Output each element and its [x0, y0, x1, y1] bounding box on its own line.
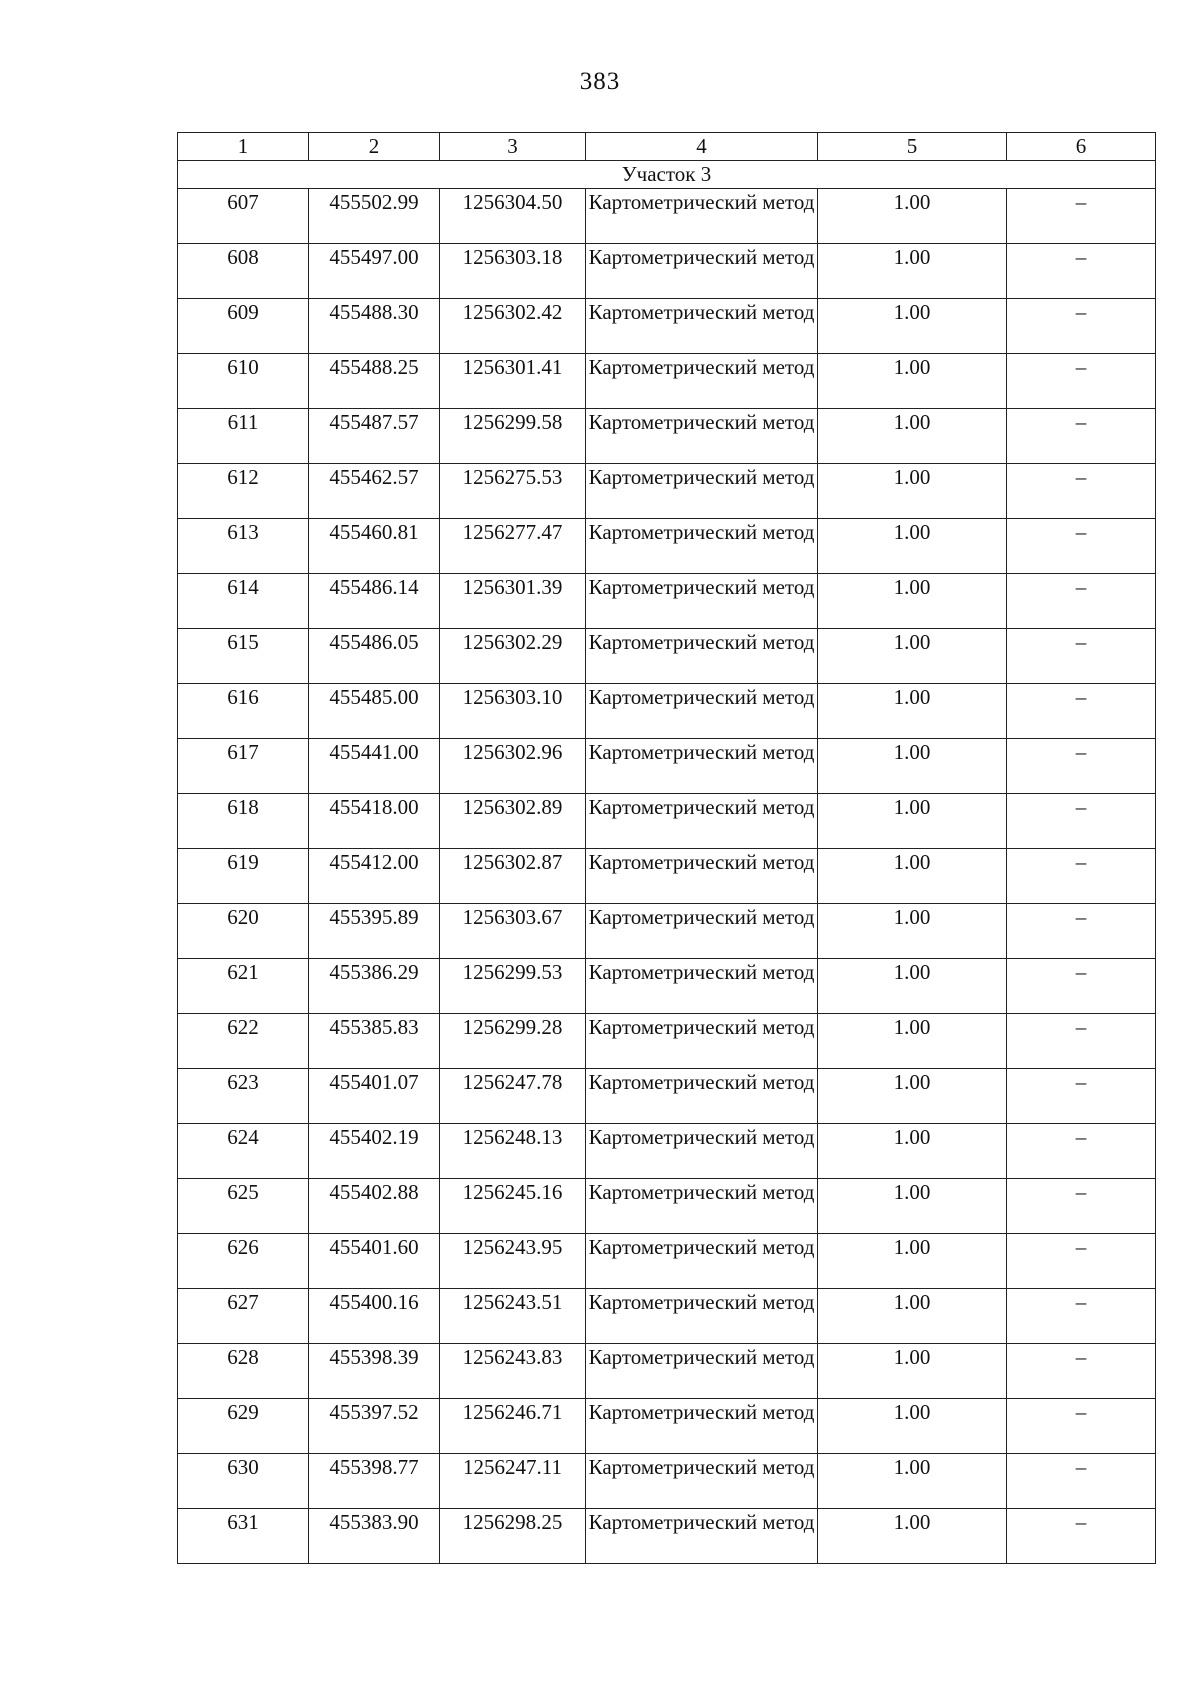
note-cell: –: [1007, 1454, 1156, 1509]
y-coordinate-cell: 1256302.29: [440, 629, 586, 684]
method-cell: Картометрический метод: [586, 574, 818, 629]
x-coordinate-cell: 455397.52: [309, 1399, 440, 1454]
accuracy-cell: 1.00: [818, 849, 1007, 904]
note-cell: –: [1007, 409, 1156, 464]
note-cell: –: [1007, 629, 1156, 684]
y-coordinate-cell: 1256304.50: [440, 189, 586, 244]
note-cell: –: [1007, 1399, 1156, 1454]
point-number-cell: 607: [178, 189, 309, 244]
accuracy-cell: 1.00: [818, 794, 1007, 849]
accuracy-cell: 1.00: [818, 244, 1007, 299]
table-row: [178, 1454, 1156, 1509]
table-row: [178, 354, 1156, 409]
note-cell: –: [1007, 354, 1156, 409]
method-cell: Картометрический метод: [586, 244, 818, 299]
table-row: [178, 959, 1156, 1014]
point-number-cell: 608: [178, 244, 309, 299]
point-number-cell: 629: [178, 1399, 309, 1454]
method-cell: Картометрический метод: [586, 904, 818, 959]
point-number-cell: 615: [178, 629, 309, 684]
table-row: [178, 1069, 1156, 1124]
method-cell: Картометрический метод: [586, 1344, 818, 1399]
table-row: [178, 684, 1156, 739]
note-cell: –: [1007, 1344, 1156, 1399]
accuracy-cell: 1.00: [818, 1179, 1007, 1234]
y-coordinate-cell: 1256275.53: [440, 464, 586, 519]
table-row: [178, 1289, 1156, 1344]
y-coordinate-cell: 1256243.83: [440, 1344, 586, 1399]
x-coordinate-cell: 455497.00: [309, 244, 440, 299]
table-row: [178, 1234, 1156, 1289]
table-row: [178, 189, 1156, 244]
y-coordinate-cell: 1256243.95: [440, 1234, 586, 1289]
method-cell: Картометрический метод: [586, 629, 818, 684]
x-coordinate-cell: 455418.00: [309, 794, 440, 849]
table-row: [178, 1344, 1156, 1399]
point-number-cell: 614: [178, 574, 309, 629]
x-coordinate-cell: 455401.07: [309, 1069, 440, 1124]
accuracy-cell: 1.00: [818, 1454, 1007, 1509]
table-row: [178, 1124, 1156, 1179]
table-row: [178, 629, 1156, 684]
table-row: [178, 1014, 1156, 1069]
note-cell: –: [1007, 1124, 1156, 1179]
coordinates-table: [177, 132, 1156, 1564]
note-cell: –: [1007, 1234, 1156, 1289]
x-coordinate-cell: 455460.81: [309, 519, 440, 574]
accuracy-cell: 1.00: [818, 1344, 1007, 1399]
point-number-cell: 617: [178, 739, 309, 794]
y-coordinate-cell: 1256303.10: [440, 684, 586, 739]
table-row: [178, 1399, 1156, 1454]
column-header: 2: [309, 133, 440, 161]
point-number-cell: 611: [178, 409, 309, 464]
accuracy-cell: 1.00: [818, 464, 1007, 519]
method-cell: Картометрический метод: [586, 684, 818, 739]
table-row: [178, 244, 1156, 299]
point-number-cell: 618: [178, 794, 309, 849]
x-coordinate-cell: 455488.25: [309, 354, 440, 409]
y-coordinate-cell: 1256299.53: [440, 959, 586, 1014]
accuracy-cell: 1.00: [818, 1399, 1007, 1454]
note-cell: –: [1007, 1179, 1156, 1234]
method-cell: Картометрический метод: [586, 189, 818, 244]
note-cell: –: [1007, 1509, 1156, 1564]
table-row: [178, 739, 1156, 794]
y-coordinate-cell: 1256298.25: [440, 1509, 586, 1564]
accuracy-cell: 1.00: [818, 1124, 1007, 1179]
method-cell: Картометрический метод: [586, 739, 818, 794]
table-row: [178, 574, 1156, 629]
table-row: [178, 1509, 1156, 1564]
note-cell: –: [1007, 684, 1156, 739]
x-coordinate-cell: 455402.19: [309, 1124, 440, 1179]
accuracy-cell: 1.00: [818, 574, 1007, 629]
x-coordinate-cell: 455487.57: [309, 409, 440, 464]
column-header: 1: [178, 133, 309, 161]
y-coordinate-cell: 1256303.67: [440, 904, 586, 959]
accuracy-cell: 1.00: [818, 299, 1007, 354]
method-cell: Картометрический метод: [586, 1124, 818, 1179]
method-cell: Картометрический метод: [586, 519, 818, 574]
page-number: 383: [579, 68, 621, 95]
method-cell: Картометрический метод: [586, 464, 818, 519]
accuracy-cell: 1.00: [818, 1509, 1007, 1564]
y-coordinate-cell: 1256299.28: [440, 1014, 586, 1069]
note-cell: –: [1007, 959, 1156, 1014]
method-cell: Картометрический метод: [586, 1069, 818, 1124]
x-coordinate-cell: 455398.77: [309, 1454, 440, 1509]
note-cell: –: [1007, 794, 1156, 849]
accuracy-cell: 1.00: [818, 1289, 1007, 1344]
point-number-cell: 631: [178, 1509, 309, 1564]
y-coordinate-cell: 1256301.39: [440, 574, 586, 629]
x-coordinate-cell: 455412.00: [309, 849, 440, 904]
point-number-cell: 630: [178, 1454, 309, 1509]
y-coordinate-cell: 1256303.18: [440, 244, 586, 299]
y-coordinate-cell: 1256248.13: [440, 1124, 586, 1179]
note-cell: –: [1007, 1014, 1156, 1069]
y-coordinate-cell: 1256243.51: [440, 1289, 586, 1344]
note-cell: –: [1007, 189, 1156, 244]
table-row: [178, 904, 1156, 959]
point-number-cell: 625: [178, 1179, 309, 1234]
accuracy-cell: 1.00: [818, 189, 1007, 244]
x-coordinate-cell: 455398.39: [309, 1344, 440, 1399]
point-number-cell: 623: [178, 1069, 309, 1124]
method-cell: Картометрический метод: [586, 1179, 818, 1234]
point-number-cell: 612: [178, 464, 309, 519]
y-coordinate-cell: 1256302.42: [440, 299, 586, 354]
x-coordinate-cell: 455502.99: [309, 189, 440, 244]
table-row: [178, 849, 1156, 904]
point-number-cell: 616: [178, 684, 309, 739]
note-cell: –: [1007, 299, 1156, 354]
x-coordinate-cell: 455441.00: [309, 739, 440, 794]
y-coordinate-cell: 1256246.71: [440, 1399, 586, 1454]
accuracy-cell: 1.00: [818, 1014, 1007, 1069]
method-cell: Картометрический метод: [586, 1509, 818, 1564]
coordinates-table-body: [178, 133, 1156, 1564]
note-cell: –: [1007, 849, 1156, 904]
point-number-cell: 624: [178, 1124, 309, 1179]
y-coordinate-cell: 1256302.89: [440, 794, 586, 849]
x-coordinate-cell: 455485.00: [309, 684, 440, 739]
x-coordinate-cell: 455486.05: [309, 629, 440, 684]
point-number-cell: 628: [178, 1344, 309, 1399]
note-cell: –: [1007, 244, 1156, 299]
point-number-cell: 621: [178, 959, 309, 1014]
y-coordinate-cell: 1256247.78: [440, 1069, 586, 1124]
method-cell: Картометрический метод: [586, 1014, 818, 1069]
accuracy-cell: 1.00: [818, 409, 1007, 464]
x-coordinate-cell: 455386.29: [309, 959, 440, 1014]
x-coordinate-cell: 455395.89: [309, 904, 440, 959]
column-header: 3: [440, 133, 586, 161]
column-header: 5: [818, 133, 1007, 161]
note-cell: –: [1007, 739, 1156, 794]
method-cell: Картометрический метод: [586, 299, 818, 354]
x-coordinate-cell: 455383.90: [309, 1509, 440, 1564]
y-coordinate-cell: 1256302.96: [440, 739, 586, 794]
y-coordinate-cell: 1256301.41: [440, 354, 586, 409]
accuracy-cell: 1.00: [818, 684, 1007, 739]
x-coordinate-cell: 455486.14: [309, 574, 440, 629]
y-coordinate-cell: 1256277.47: [440, 519, 586, 574]
x-coordinate-cell: 455462.57: [309, 464, 440, 519]
method-cell: Картометрический метод: [586, 1399, 818, 1454]
method-cell: Картометрический метод: [586, 1454, 818, 1509]
point-number-cell: 609: [178, 299, 309, 354]
y-coordinate-cell: 1256299.58: [440, 409, 586, 464]
point-number-cell: 613: [178, 519, 309, 574]
note-cell: –: [1007, 1069, 1156, 1124]
note-cell: –: [1007, 904, 1156, 959]
accuracy-cell: 1.00: [818, 629, 1007, 684]
table-row: [178, 1179, 1156, 1234]
note-cell: –: [1007, 464, 1156, 519]
table-row: [178, 299, 1156, 354]
method-cell: Картометрический метод: [586, 354, 818, 409]
section-title: Участок 3: [178, 161, 1156, 189]
table-row: [178, 519, 1156, 574]
accuracy-cell: 1.00: [818, 354, 1007, 409]
accuracy-cell: 1.00: [818, 904, 1007, 959]
x-coordinate-cell: 455402.88: [309, 1179, 440, 1234]
table-row: [178, 464, 1156, 519]
accuracy-cell: 1.00: [818, 1234, 1007, 1289]
point-number-cell: 620: [178, 904, 309, 959]
accuracy-cell: 1.00: [818, 519, 1007, 574]
method-cell: Картометрический метод: [586, 1234, 818, 1289]
note-cell: –: [1007, 574, 1156, 629]
y-coordinate-cell: 1256302.87: [440, 849, 586, 904]
column-header: 6: [1007, 133, 1156, 161]
accuracy-cell: 1.00: [818, 1069, 1007, 1124]
note-cell: –: [1007, 519, 1156, 574]
point-number-cell: 619: [178, 849, 309, 904]
x-coordinate-cell: 455401.60: [309, 1234, 440, 1289]
y-coordinate-cell: 1256247.11: [440, 1454, 586, 1509]
column-header: 4: [586, 133, 818, 161]
point-number-cell: 627: [178, 1289, 309, 1344]
point-number-cell: 622: [178, 1014, 309, 1069]
x-coordinate-cell: 455385.83: [309, 1014, 440, 1069]
section-row: [178, 161, 1156, 189]
column-header-row: [178, 133, 1156, 161]
x-coordinate-cell: 455488.30: [309, 299, 440, 354]
method-cell: Картометрический метод: [586, 1289, 818, 1344]
point-number-cell: 610: [178, 354, 309, 409]
method-cell: Картометрический метод: [586, 959, 818, 1014]
accuracy-cell: 1.00: [818, 739, 1007, 794]
table-row: [178, 794, 1156, 849]
table-row: [178, 409, 1156, 464]
y-coordinate-cell: 1256245.16: [440, 1179, 586, 1234]
point-number-cell: 626: [178, 1234, 309, 1289]
note-cell: –: [1007, 1289, 1156, 1344]
method-cell: Картометрический метод: [586, 849, 818, 904]
accuracy-cell: 1.00: [818, 959, 1007, 1014]
x-coordinate-cell: 455400.16: [309, 1289, 440, 1344]
method-cell: Картометрический метод: [586, 409, 818, 464]
method-cell: Картометрический метод: [586, 794, 818, 849]
